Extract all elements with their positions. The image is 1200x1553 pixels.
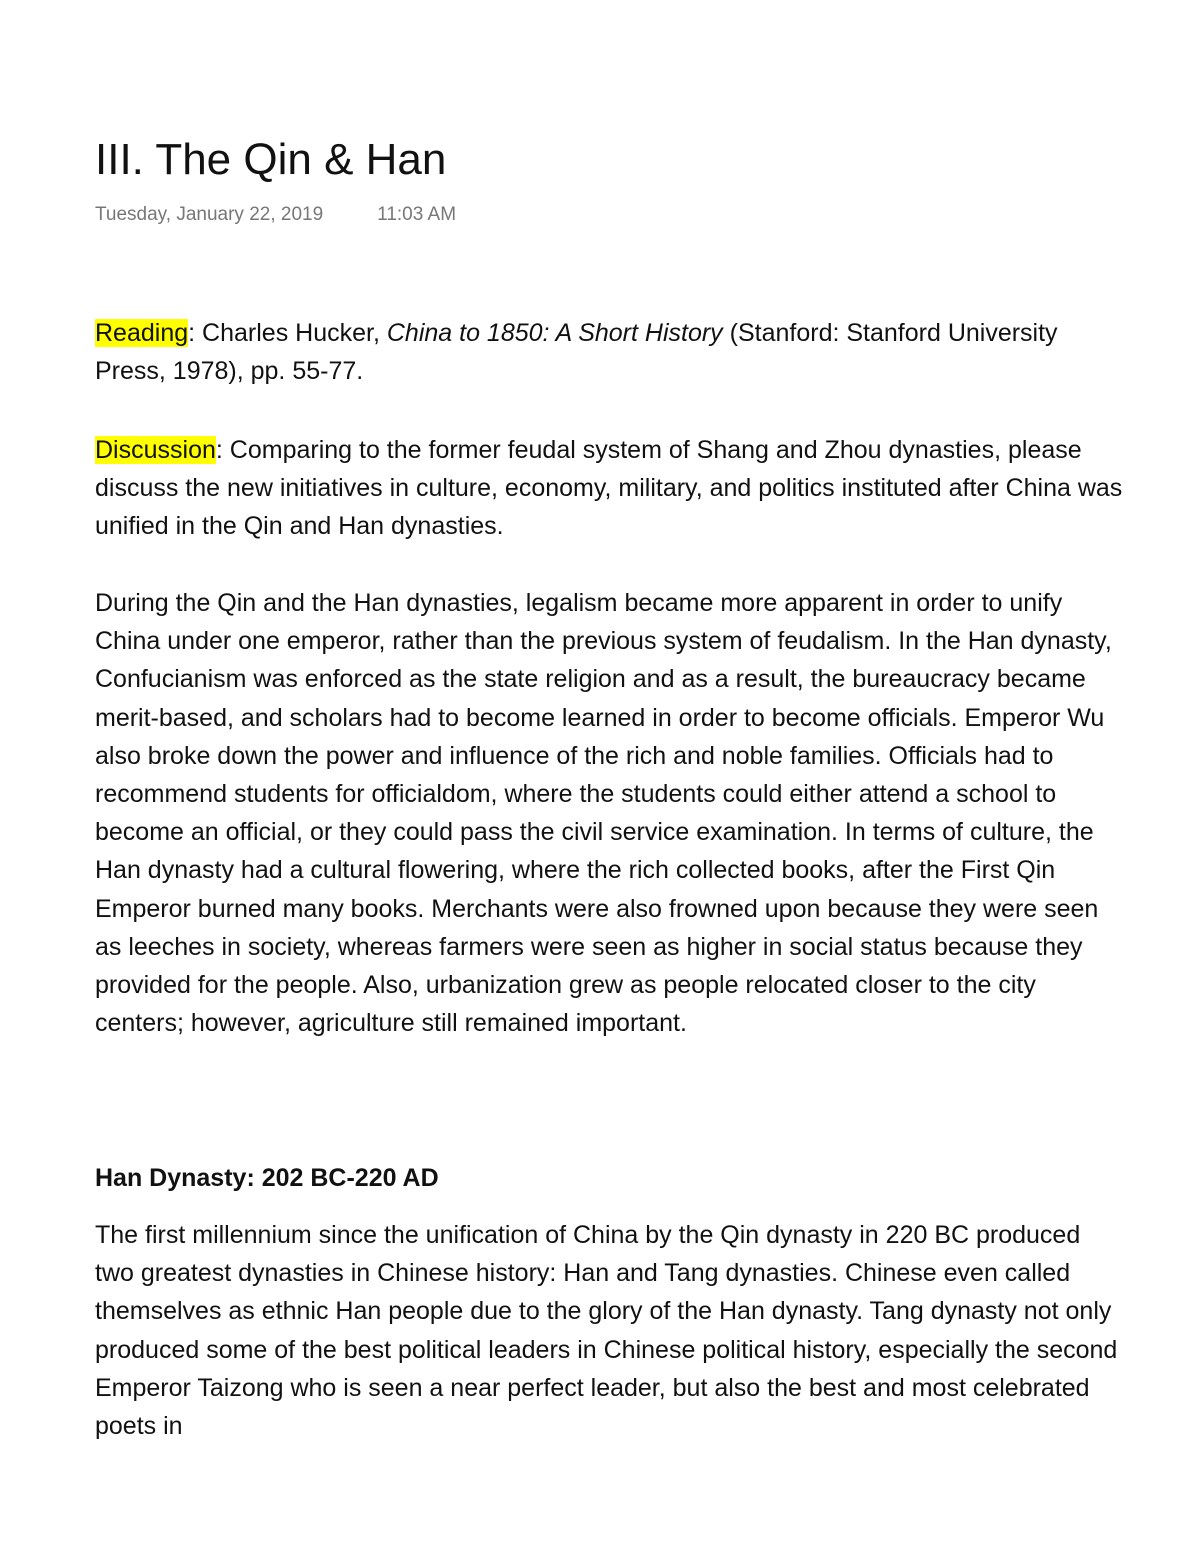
han-dynasty-heading: Han Dynasty: 202 BC-220 AD: [95, 1164, 439, 1192]
note-time: 11:03 AM: [377, 204, 457, 225]
note-timestamp: [95, 202, 456, 228]
reading-book-title: China to 1850: A Short History: [386, 319, 723, 347]
discussion-paragraph: Discussion: Comparing to the former feudal system of Shang and Zhou dynasties, please discuss the new initiatives in culture, economy, military, and politics instituted after China was unified in the Qin and Han dynasties.: [95, 436, 1123, 541]
note-date: Tuesday, January 22, 2019: [95, 204, 324, 225]
reading-publication: (Stanford: Stanford University Press, 1978), pp. 55-77.: [95, 319, 1058, 386]
reading-paragraph: Reading: Charles Hucker, China to 1850: A Short History (Stanford: Stanford University Press, 1978), pp. 55-77.: [95, 319, 1058, 386]
discussion-label: Discussion: [95, 436, 216, 464]
han-dynasty-paragraph: The first millennium since the unification of China by the Qin dynasty in 220 BC produced two greatest dynasties in Chinese history: Han and Tang dynasties. Chinese even called themselves as ethnic Han people due to the glory of the Han dynasty. Tang dynasty not only produced some of the best political leaders in Chinese political history, especially the second Emperor Taizong who is seen a near perfect leader, but also the best and most celebrated poets in: [95, 1221, 1118, 1441]
reading-label: Reading: [95, 319, 189, 347]
reading-author: Charles Hucker,: [202, 319, 380, 347]
page-title: III. The Qin & Han: [95, 135, 447, 184]
note-page: [95, 0, 1125, 1553]
discussion-text: Comparing to the former feudal system of Shang and Zhou dynasties, please discuss the new initiatives in culture, economy, military, and politics instituted after China was unified in the Qin and Han dynasties.: [95, 436, 1123, 541]
answer-paragraph: During the Qin and the Han dynasties, legalism became more apparent in order to unify China under one emperor, rather than the previous system of feudalism. In the Han dynasty, Confucianism was enforced as the state religion and as a result, the bureaucracy became merit-based, and scholars had to become learned in order to become officials. Emperor Wu also broke down the power and influence of the rich and noble families. Officials had to recommend students for officialdom, where the students could either attend a school to become an official, or they could pass the civil service examination. In terms of culture, the Han dynasty had a cultural flowering, where the rich collected books, after the First Qin Emperor burned many books. Merchants were also frowned upon because they were seen as leeches in society, whereas farmers were seen as higher in social status because they provided for the people. Also, urbanization grew as people relocated closer to the city centers; however, agriculture still remained important.: [95, 589, 1112, 1038]
